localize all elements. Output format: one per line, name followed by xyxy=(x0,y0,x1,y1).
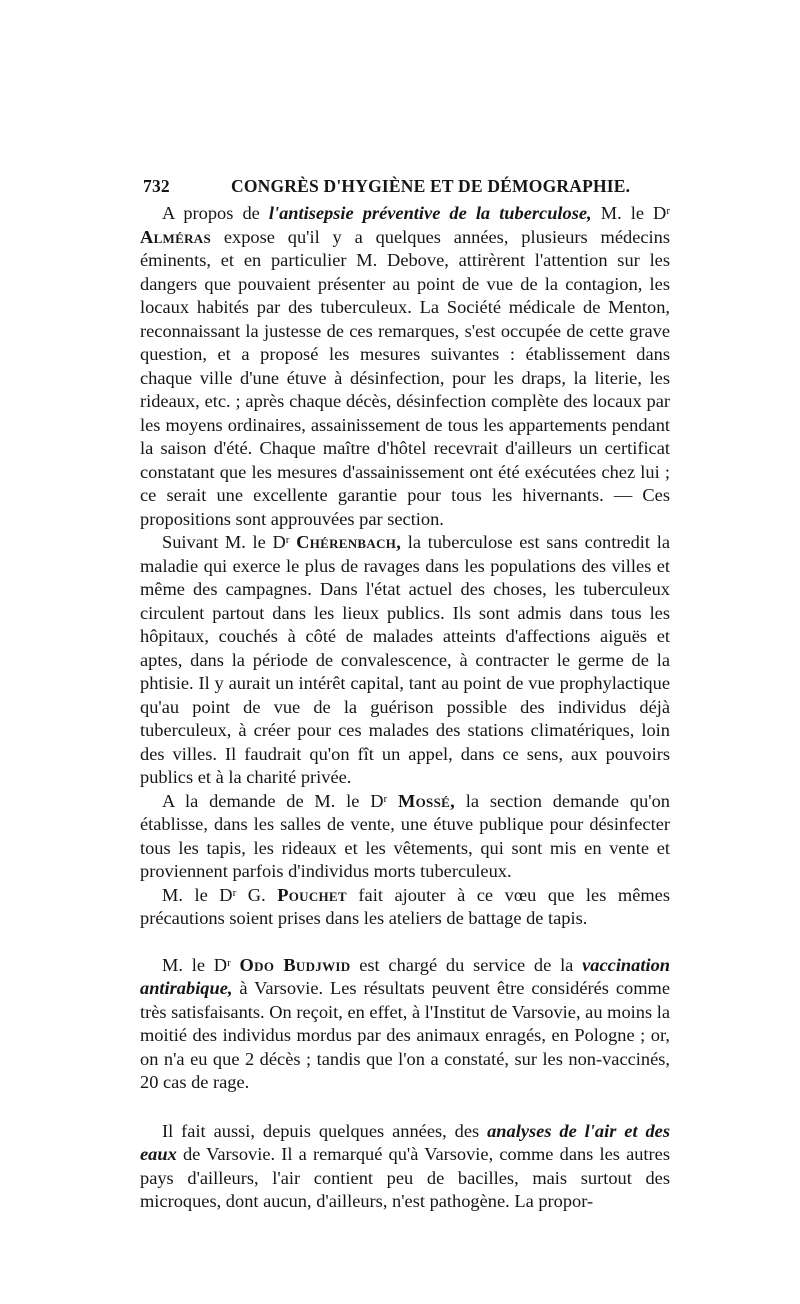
text-run: M. le D xyxy=(162,884,233,905)
text-run: A la demande de M. le D xyxy=(162,790,384,811)
text-run: M. le D xyxy=(591,203,667,223)
page-body xyxy=(140,202,670,1214)
text-run: expose qu'il y a quelques années, plusieurs médecins éminents, et en particulier M. Debove, attirèrent l'attention sur les dangers que pouvaient présenter au point de vue de la contagion, les locaux habités par des tuberculeux. La Société médicale de Menton, reconnaissant la justesse de ces remarques, s'est occupée de cette grave question, et a proposé les mesures suivantes : établissement dans chaque ville d'une étuve à désinfection, pour les draps, la literie, les rideaux, etc. ; après chaque décès, désinfection complète des locaux par les moyens ordinaires, assainissement de tous les appartements pendant la saison d'été. Chaque maître d'hôtel recevrait d'ailleurs un certificat constatant que les mesures d'assainissement ont été exécutées chez lui ; ce serait une excellente garantie pour tous les hivernants. — Ces propositions sont approuvées par section. xyxy=(140,226,670,529)
person-name: Chérenbach, xyxy=(296,532,402,552)
italic-phrase: vaccination antirabique, xyxy=(140,954,670,998)
superscript: r xyxy=(227,956,231,969)
paragraph-antisepsie xyxy=(140,202,670,531)
paragraph-pouchet xyxy=(140,884,670,931)
text-run: est chargé du service de la xyxy=(350,954,583,975)
text-run: Il fait aussi, depuis quelques années, des xyxy=(162,1120,488,1141)
superscript: r xyxy=(383,792,388,805)
text-run: A propos de xyxy=(162,203,269,223)
text-run: M. le D xyxy=(162,954,228,975)
person-name: Mossé, xyxy=(397,790,455,811)
text-run: à Varsovie. Les résultats peuvent être considérés comme très satisfaisants. On reçoit, en effet, à l'Institut de Varsovie, au moins la moitié des individus mordus par des animaux enragés, en Pologne ; or, on n'a eu que 2 décès ; tandis que l'on a constaté, sur les non-vaccinés, 20 cas de rage. xyxy=(140,978,670,1092)
paragraph-mosse xyxy=(140,790,670,884)
italic-phrase: analyses de l'air et des eaux xyxy=(140,1120,670,1164)
person-name: Alméras xyxy=(140,226,211,247)
text-run xyxy=(387,791,398,811)
text-run xyxy=(231,955,240,975)
text-run: G. xyxy=(236,884,278,905)
italic-phrase: l'antisepsie préventive de la tuberculose, xyxy=(268,203,592,223)
superscript: r xyxy=(666,205,671,217)
text-run: la section demande qu'on établisse, dans les salles de vente, une étuve publique pour désinfecter tous les tapis, les rideaux et les vêtements, qui sont mis en vente et proviennent parfois d'individus morts tuberculeux. xyxy=(140,790,670,881)
text-run: fait ajouter à ce vœu que les mêmes précautions soient prises dans les ateliers de battage de tapis. xyxy=(140,884,670,928)
paragraph-budjwid xyxy=(140,954,670,1095)
superscript: r xyxy=(285,534,290,546)
text-run: de Varsovie. Il a remarqué qu'à Varsovie, comme dans les autres pays d'ailleurs, l'air contient peu de bacilles, mais surtout des microques, dont aucun, d'ailleurs, n'est pathogène. La propor- xyxy=(140,1144,670,1211)
paragraph-analyses xyxy=(140,1120,670,1214)
text-run: la tuberculose est sans contredit la maladie qui exerce le plus de ravages dans les populations des villes et même des campagnes. Dans l'état actuel des choses, les tuberculeux circulent partout dans les lieux publics. Ils sont admis dans tous les hôpitaux, couchés à côté de malades atteints d'affections aiguës et aptes, dans la période de convalescence, à contracter le germe de la phtisie. Il y aurait un intérêt capital, tant au point de vue prophylactique qu'au point de vue de la guérison possible des individus déjà tuberculeux, à créer pour ces malades des stations climatériques, loin des villes. Il faudrait qu'on fît un appel, dans ce sens, aux pouvoirs publics et à la charité privée. xyxy=(140,532,670,787)
text-run: Suivant M. le D xyxy=(162,532,286,552)
person-name: Odo Budjwid xyxy=(239,954,351,975)
paragraph-cherenbach xyxy=(140,531,670,790)
running-title: CONGRÈS D'HYGIÈNE ET DE DÉMOGRAPHIE. xyxy=(231,176,631,196)
superscript: r xyxy=(232,886,237,899)
page-number: 732 xyxy=(143,176,170,196)
person-name: Pouchet xyxy=(277,884,347,905)
